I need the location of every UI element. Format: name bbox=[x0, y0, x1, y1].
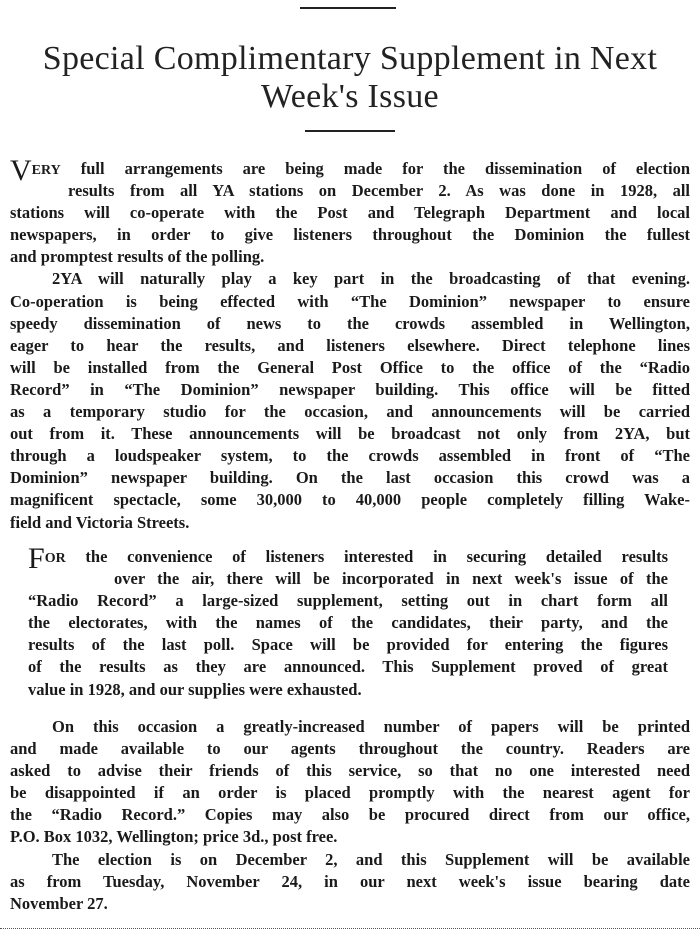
text-line bbox=[28, 612, 668, 634]
text-line bbox=[10, 313, 690, 335]
text-line bbox=[10, 423, 690, 445]
headline-rule bbox=[305, 130, 395, 132]
text-line bbox=[10, 291, 690, 313]
text-line bbox=[28, 634, 668, 656]
line-text: asked to advise their friends of this service, so that no one interested need bbox=[10, 761, 690, 781]
text-line bbox=[10, 512, 690, 534]
article-section-1 bbox=[10, 154, 690, 534]
text-line bbox=[10, 849, 690, 871]
text-line bbox=[10, 760, 690, 782]
line-text: the “Radio Record.” Copies may also be procured direct from our office, bbox=[10, 805, 690, 825]
line-text: eager to hear the results, and listeners elsewhere. Direct telephone lines bbox=[10, 335, 690, 355]
line-text: and promptest results of the polling. bbox=[10, 247, 265, 267]
text-line bbox=[10, 826, 690, 848]
line-text: “Radio Record” a large-sized supplement, setting out in chart form all bbox=[28, 591, 668, 611]
line-text: as a temporary studio for the occasion, and announcements will be carried bbox=[10, 402, 690, 422]
line-text: Dominion” newspaper building. On the last occasion this crowd was a bbox=[10, 468, 690, 488]
text-line bbox=[10, 489, 690, 511]
text-line bbox=[10, 893, 690, 915]
headline bbox=[0, 40, 700, 116]
line-text: of the results as they are announced. This Supplement proved of great bbox=[28, 657, 668, 677]
line-text: be disappointed if an order is placed promptly with the nearest agent for bbox=[10, 783, 690, 803]
text-line bbox=[10, 357, 690, 379]
text-line bbox=[28, 590, 668, 612]
text-line bbox=[10, 180, 690, 202]
text-line bbox=[28, 679, 668, 701]
line-text: the electorates, with the names of the candidates, their party, and the bbox=[28, 613, 668, 633]
line-text: magnificent spectacle, some 30,000 to 40,000 people completely filling Wake- bbox=[10, 490, 690, 510]
text-line bbox=[10, 782, 690, 804]
text-line bbox=[10, 268, 690, 290]
line-text: value in 1928, and our supplies were exhausted. bbox=[28, 679, 362, 699]
line-text: P.O. Box 1032, Wellington; price 3d., post free. bbox=[10, 827, 338, 847]
article-section-2 bbox=[28, 542, 668, 701]
text-line bbox=[10, 871, 690, 893]
text-line bbox=[10, 804, 690, 826]
line-text: newspapers, in order to give listeners throughout the Dominion the fullest bbox=[10, 225, 690, 245]
drop-cap: V bbox=[10, 154, 32, 187]
text-line bbox=[10, 445, 690, 467]
line-text: speedy dissemination of news to the crowds assembled in Wellington, bbox=[10, 313, 690, 333]
text-line bbox=[10, 379, 690, 401]
line-text: through a loudspeaker system, to the crowds assembled in front of “The bbox=[10, 446, 690, 466]
text-line bbox=[10, 467, 690, 489]
line-text: the convenience of listeners interested in securing detailed results bbox=[65, 547, 668, 566]
drop-cap: F bbox=[28, 542, 45, 575]
text-line bbox=[28, 542, 668, 575]
line-text: The election is on December 2, and this Supplement will be available bbox=[52, 849, 690, 869]
line-text: results from all YA stations on December 2. As was done in 1928, all bbox=[68, 181, 690, 201]
line-text: and made available to our agents throughout the country. Readers are bbox=[10, 739, 690, 759]
line-text: 2YA will naturally play a key part in the broadcasting of that evening. bbox=[52, 269, 690, 289]
line-text: stations will co-operate with the Post and Telegraph Department and local bbox=[10, 203, 690, 223]
line-text: will be installed from the General Post Office to the office of the “Radio bbox=[10, 357, 690, 377]
line-text: results of the last poll. Space will be provided for entering the figures bbox=[28, 635, 668, 655]
bottom-dotted-rule bbox=[0, 928, 700, 929]
line-text: as from Tuesday, November 24, in our next week's issue bearing date bbox=[10, 871, 690, 891]
text-line bbox=[10, 246, 690, 268]
line-text: Co-operation is being effected with “The Dominion” newspaper to ensure bbox=[10, 291, 690, 311]
lead-in: ERY bbox=[31, 163, 61, 178]
top-rule bbox=[300, 7, 396, 9]
line-text: November 27. bbox=[10, 893, 108, 913]
text-line bbox=[10, 154, 690, 187]
text-line bbox=[10, 224, 690, 246]
line-text: Record” in “The Dominion” newspaper building. This office will be fitted bbox=[10, 379, 690, 399]
text-line bbox=[10, 401, 690, 423]
headline-line-1: Special Complimentary Supplement in Next bbox=[42, 40, 658, 77]
headline-line-2: Week's Issue bbox=[261, 78, 439, 115]
text-line bbox=[10, 202, 690, 224]
line-text: full arrangements are being made for the dissemination of election bbox=[60, 159, 690, 178]
lead-in: OR bbox=[44, 551, 66, 566]
text-line bbox=[10, 738, 690, 760]
line-text: On this occasion a greatly-increased number of papers will be printed bbox=[52, 717, 690, 736]
text-line bbox=[28, 656, 668, 678]
line-text: field and Victoria Streets. bbox=[10, 512, 190, 532]
text-line bbox=[28, 568, 668, 590]
text-line bbox=[10, 335, 690, 357]
text-line bbox=[10, 716, 690, 738]
line-text: out from it. These announcements will be broadcast not only from 2YA, but bbox=[10, 424, 690, 444]
article-section-3 bbox=[10, 716, 690, 915]
line-text: over the air, there will be incorporated in next week's issue of the bbox=[114, 569, 668, 589]
